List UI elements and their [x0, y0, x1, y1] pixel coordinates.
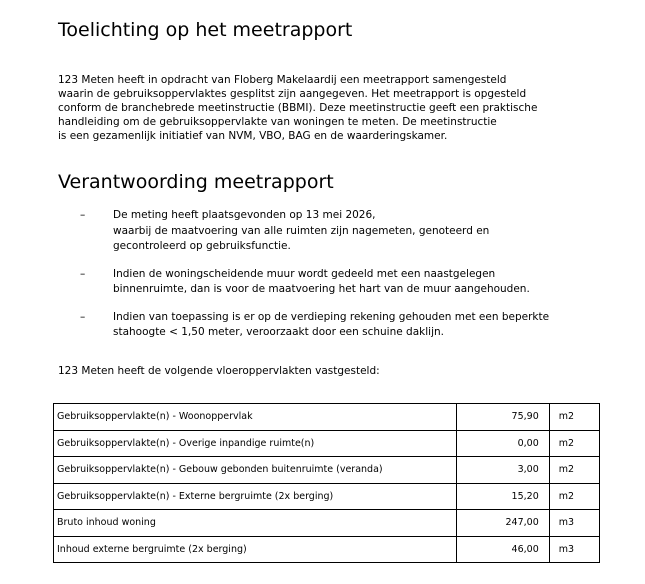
- area-table: [53, 403, 600, 563]
- row-unit: m2: [549, 457, 599, 484]
- row-value: 15,20: [457, 483, 550, 510]
- bullet-line: stahoogte < 1,50 meter, veroorzaakt door een schuine daklijn.: [113, 326, 444, 338]
- row-label: Gebruiksoppervlakte(n) - Overige inpandige ruimte(n): [54, 430, 457, 457]
- table-row: [54, 510, 600, 537]
- bullet-line: Indien de woningscheidende muur wordt gedeeld met een naastgelegen: [113, 267, 496, 280]
- row-value: 46,00: [457, 536, 550, 563]
- row-unit: m2: [549, 483, 599, 510]
- row-label: Inhoud externe bergruimte (2x berging): [54, 536, 457, 563]
- bullet-line: De meting heeft plaatsgevonden op 13 mei 2026,: [113, 209, 376, 221]
- table-intro: 123 Meten heeft de volgende vloeroppervlakten vastgesteld:: [58, 365, 380, 377]
- bullet-line: gecontroleerd op gebruiksfunctie.: [113, 240, 291, 252]
- row-label: Bruto inhoud woning: [54, 510, 457, 537]
- bullet-dash: –: [80, 209, 86, 221]
- bullet-line: binnenruimte, dan is voor de maatvoering het hart van de muur aangehouden.: [113, 283, 530, 295]
- row-unit: m3: [549, 510, 599, 537]
- bullet-item: [80, 208, 620, 255]
- intro-line: is een gezamenlijk initiatief van NVM, VBO, BAG en de waarderingskamer.: [58, 130, 448, 142]
- page-title: Toelichting op het meetrapport: [58, 19, 353, 41]
- row-label: Gebruiksoppervlakte(n) - Woonoppervlak: [54, 404, 457, 431]
- intro-line: conform de branchebrede meetinstructie (BBMI). Deze meetinstructie geeft een praktische: [58, 102, 538, 114]
- bullet-item: [80, 310, 620, 341]
- table-row: [54, 536, 600, 563]
- intro-paragraph: [58, 73, 618, 143]
- row-unit: m3: [549, 536, 599, 563]
- table-row: [54, 404, 600, 431]
- bullet-line: Indien van toepassing is er op de verdieping rekening gehouden met een beperkte: [113, 310, 550, 323]
- intro-line: handleiding om de gebruiksoppervlakte van woningen te meten. De meetinstructie: [58, 116, 497, 128]
- bullet-dash: –: [80, 267, 86, 280]
- table-row: [54, 483, 600, 510]
- row-value: 75,90: [457, 404, 550, 431]
- bullet-item: [80, 267, 620, 298]
- row-label: Gebruiksoppervlakte(n) - Externe bergruimte (2x berging): [54, 483, 457, 510]
- row-value: 0,00: [457, 430, 550, 457]
- table-row: [54, 430, 600, 457]
- intro-line: 123 Meten heeft in opdracht van Floberg Makelaardij een meetrapport samengesteld: [58, 74, 507, 86]
- intro-line: waarin de gebruiksoppervlaktes gesplitst zijn aangegeven. Het meetrapport is opgesteld: [58, 88, 527, 100]
- row-label: Gebruiksoppervlakte(n) - Gebouw gebonden buitenruimte (veranda): [54, 457, 457, 484]
- bullet-list: [80, 208, 620, 353]
- section-title: Verantwoording meetrapport: [58, 171, 334, 193]
- row-value: 247,00: [457, 510, 550, 537]
- bullet-dash: –: [80, 310, 86, 323]
- row-unit: m2: [549, 430, 599, 457]
- bullet-line: waarbij de maatvoering van alle ruimten zijn nagemeten, genoteerd en: [113, 224, 490, 237]
- table-row: [54, 457, 600, 484]
- row-value: 3,00: [457, 457, 550, 484]
- row-unit: m2: [549, 404, 599, 431]
